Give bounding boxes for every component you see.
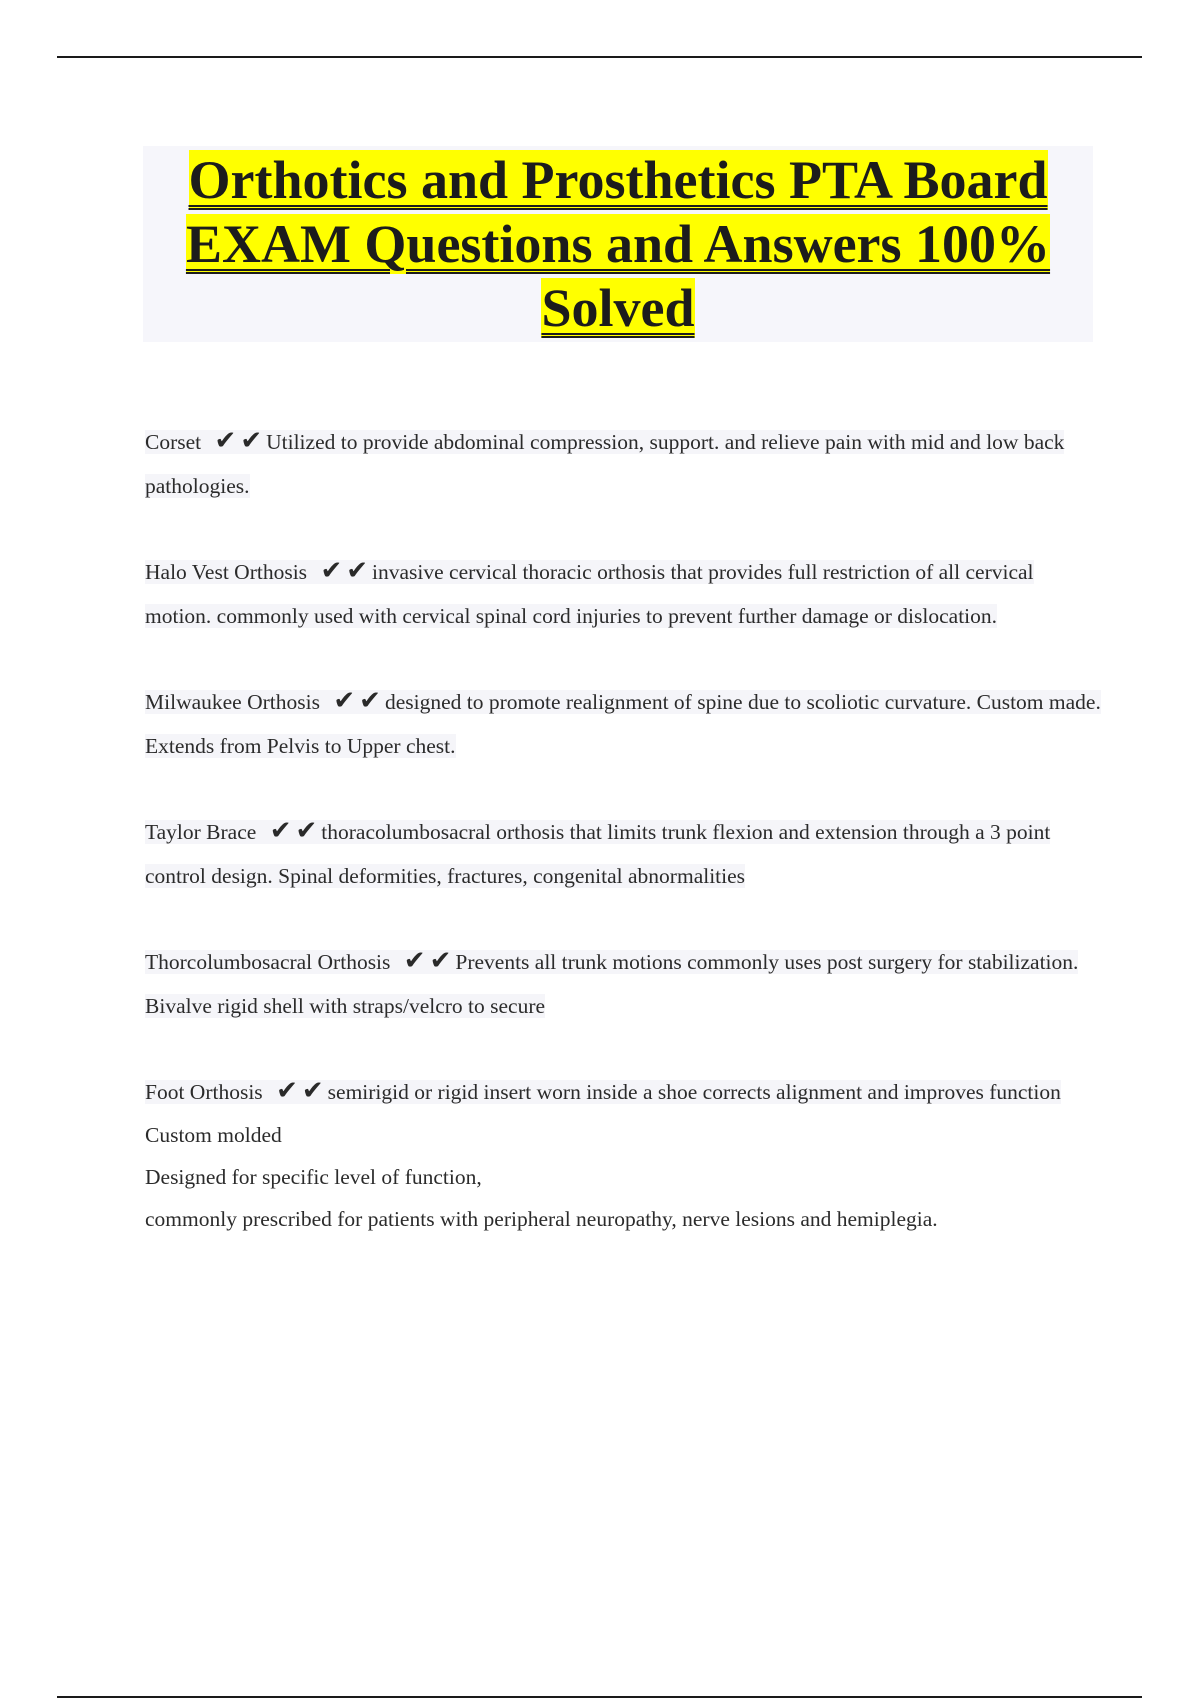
entry-definition: Prevents all trunk motions commonly uses post surgery for stabilization. Bivalve rigid shell with straps/velcro to secure bbox=[145, 950, 1079, 1018]
entry-term: Taylor Brace bbox=[145, 820, 257, 844]
check-mark-icon: ✔ bbox=[269, 816, 292, 846]
bottom-rule bbox=[57, 1696, 1142, 1698]
entry-definition: thoracolumbosacral orthosis that limits trunk flexion and extension through a 3 point control design. Spinal deformities, fractures, congenital abnormalities bbox=[145, 820, 1051, 888]
entry-definition: semirigid or rigid insert worn inside a shoe corrects alignment and improves function bbox=[327, 1080, 1061, 1104]
entry-term: Halo Vest Orthosis bbox=[145, 560, 308, 584]
entry-definition: invasive cervical thoracic orthosis that provides full restriction of all cervical motion. commonly used with cervical spinal cord injuries to prevent further damage or dislocation. bbox=[145, 560, 1034, 628]
flashcard-entry bbox=[145, 420, 1105, 508]
entry-definition: Utilized to provide abdominal compression, support. and relieve pain with mid and low back pathologies. bbox=[145, 430, 1065, 498]
entry-text bbox=[145, 686, 1101, 758]
check-mark-icon: ✔ bbox=[276, 1076, 298, 1106]
check-mark-icon: ✔ bbox=[403, 946, 426, 976]
flashcard-entry bbox=[145, 550, 1105, 638]
answer-checks bbox=[268, 816, 320, 846]
entry-text bbox=[145, 816, 1051, 888]
check-mark-icon: ✔ bbox=[320, 556, 343, 586]
entry-extra-line: commonly prescribed for patients with peripheral neuropathy, nerve lesions and hemiplegia. bbox=[145, 1207, 938, 1231]
flashcard-entry bbox=[145, 940, 1105, 1028]
top-rule bbox=[57, 56, 1142, 58]
entry-text bbox=[145, 946, 1079, 1018]
check-mark-icon: ✔ bbox=[346, 556, 369, 586]
entry-text bbox=[145, 426, 1065, 498]
flashcard-entry bbox=[145, 810, 1105, 898]
entry-extra-line: Designed for specific level of function, bbox=[145, 1165, 482, 1189]
check-mark-icon: ✔ bbox=[359, 686, 381, 716]
document-title: Orthotics and Prosthetics PTA Board EXAM Questions and Answers 100% Solved bbox=[185, 150, 1051, 338]
check-mark-icon: ✔ bbox=[295, 816, 318, 846]
flashcard-entry bbox=[145, 680, 1105, 768]
entry-text bbox=[145, 556, 1034, 628]
title-block bbox=[143, 146, 1093, 342]
answer-checks bbox=[318, 556, 370, 586]
flashcard-entry bbox=[145, 1070, 1105, 1240]
answer-checks bbox=[402, 946, 454, 976]
answer-checks bbox=[274, 1076, 326, 1106]
entry-text bbox=[145, 1076, 1061, 1106]
check-mark-icon: ✔ bbox=[240, 426, 263, 456]
answer-checks bbox=[213, 426, 265, 456]
check-mark-icon: ✔ bbox=[429, 946, 452, 976]
entry-extra-line: Custom molded bbox=[145, 1123, 282, 1147]
answer-checks bbox=[331, 686, 383, 716]
entry-term: Thorcolumbosacral Orthosis bbox=[145, 950, 391, 974]
flashcard-list bbox=[145, 420, 1105, 1282]
entry-definition: designed to promote realignment of spine due to scoliotic curvature. Custom made. Extends from Pelvis to Upper chest. bbox=[145, 690, 1101, 758]
entry-term: Foot Orthosis bbox=[145, 1080, 263, 1104]
entry-term: Milwaukee Orthosis bbox=[145, 690, 320, 714]
check-mark-icon: ✔ bbox=[214, 426, 237, 456]
check-mark-icon: ✔ bbox=[301, 1076, 324, 1106]
check-mark-icon: ✔ bbox=[333, 686, 356, 716]
entry-term: Corset bbox=[145, 430, 202, 454]
